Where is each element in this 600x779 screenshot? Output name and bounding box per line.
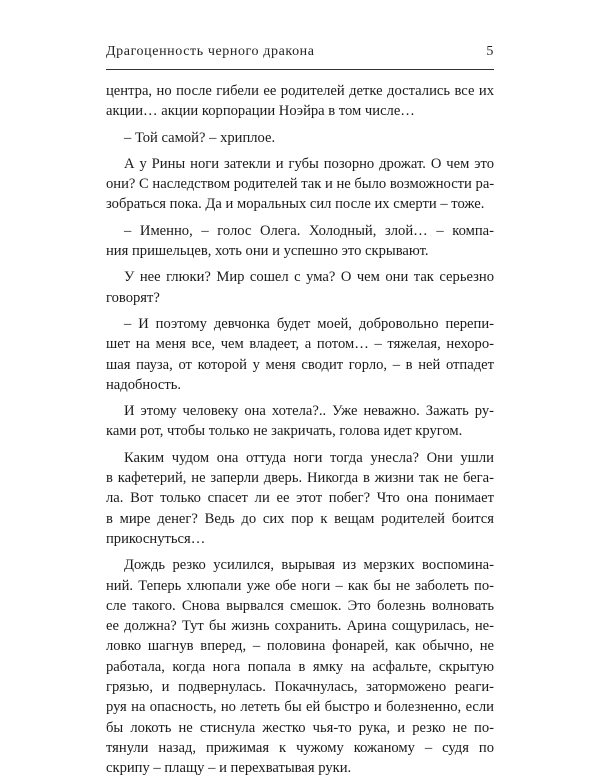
running-header (106, 44, 494, 66)
text-line: ее должна? Тут бы жизнь сохранить. Арина сощурилась, не- (106, 618, 494, 635)
text-line: они? С наследством родителей так и не было возможности ра- (106, 176, 495, 193)
text-line: центра, но после гибели ее родителей детке достались все их (106, 83, 494, 99)
text-line: в мире денег? Ведь до сих пор к вещам родителей боится (106, 510, 494, 527)
text-line: А у Рины ноги затекли и губы позорно дрожат. О чем это (124, 155, 494, 172)
text-line: тянули назад, прижимая к чужому кожаному – судя по (106, 739, 494, 756)
text-line: – Именно, – голос Олега. Холодный, злой… – компа- (124, 222, 494, 239)
text-line: – И поэтому девчонка будет моей, добровольно перепи- (124, 315, 494, 332)
text-line: акции… акции корпорации Ноэйра в том числе… (106, 103, 415, 120)
page-number: 5 (486, 44, 494, 59)
text-line: Каким чудом она оттуда ноги тогда унесла? Они ушли (124, 449, 494, 466)
text-line: бы локоть не стиснула жестко чья-то рука, и резко не по- (106, 719, 494, 736)
body-text (106, 81, 494, 779)
header-divider (106, 69, 494, 70)
book-title: Драгоценность черного дракона (106, 44, 315, 59)
text-line: зобраться пока. Да и моральных сил после их смерти – тоже. (106, 196, 485, 213)
text-line: говорят? (106, 289, 160, 306)
text-line: Дождь резко усилился, вырывая из мерзких воспомина- (124, 557, 494, 574)
text-line: ла. Вот только спасет ли ее этот побег? Что она понимает (106, 490, 494, 507)
text-line: грязью, и подвернулась. Покачнулась, заторможено реаги- (106, 679, 494, 696)
text-line: И этому человеку она хотела?.. Уже неважно. Зажать ру- (124, 403, 494, 420)
text-line: У нее глюки? Мир сошел с ума? О чем они так серьезно (124, 269, 494, 286)
text-line: в кафетерий, не заперли дверь. Никогда в жизни так не бега- (106, 470, 494, 487)
text-line: ний. Теперь хлюпали уже обе ноги – как бы не заболеть по- (106, 577, 494, 594)
text-line: шая пауза, от которой у меня сводит горло, – в ней отпадет (106, 356, 494, 373)
text-line: надобность. (106, 376, 182, 393)
text-line: работала, когда нога попала в ямку на асфальте, скрытую (106, 658, 494, 675)
text-line: – Той самой? – хриплое. (124, 129, 276, 146)
text-line: сле такого. Снова вырвался смешок. Это болезнь волновать (106, 597, 494, 614)
text-line: ловко шагнув вперед, – половина фонарей, как обычно, не (106, 638, 494, 655)
text-line: скрипу – плащу – и перехватывая руки. (106, 760, 352, 777)
text-line: руя на опасность, но лететь бы ей быстро и болезненно, если (106, 699, 494, 716)
text-line: ния пришельцев, хоть они и успешно это скрывают. (106, 243, 429, 260)
text-line: прикоснуться… (106, 530, 206, 547)
text-line: ками рот, чтобы только не закричать, голова идет кругом. (106, 423, 463, 440)
text-line: шет на меня все, чем владеет, а потом… – тяжелая, нехоро- (106, 336, 494, 353)
